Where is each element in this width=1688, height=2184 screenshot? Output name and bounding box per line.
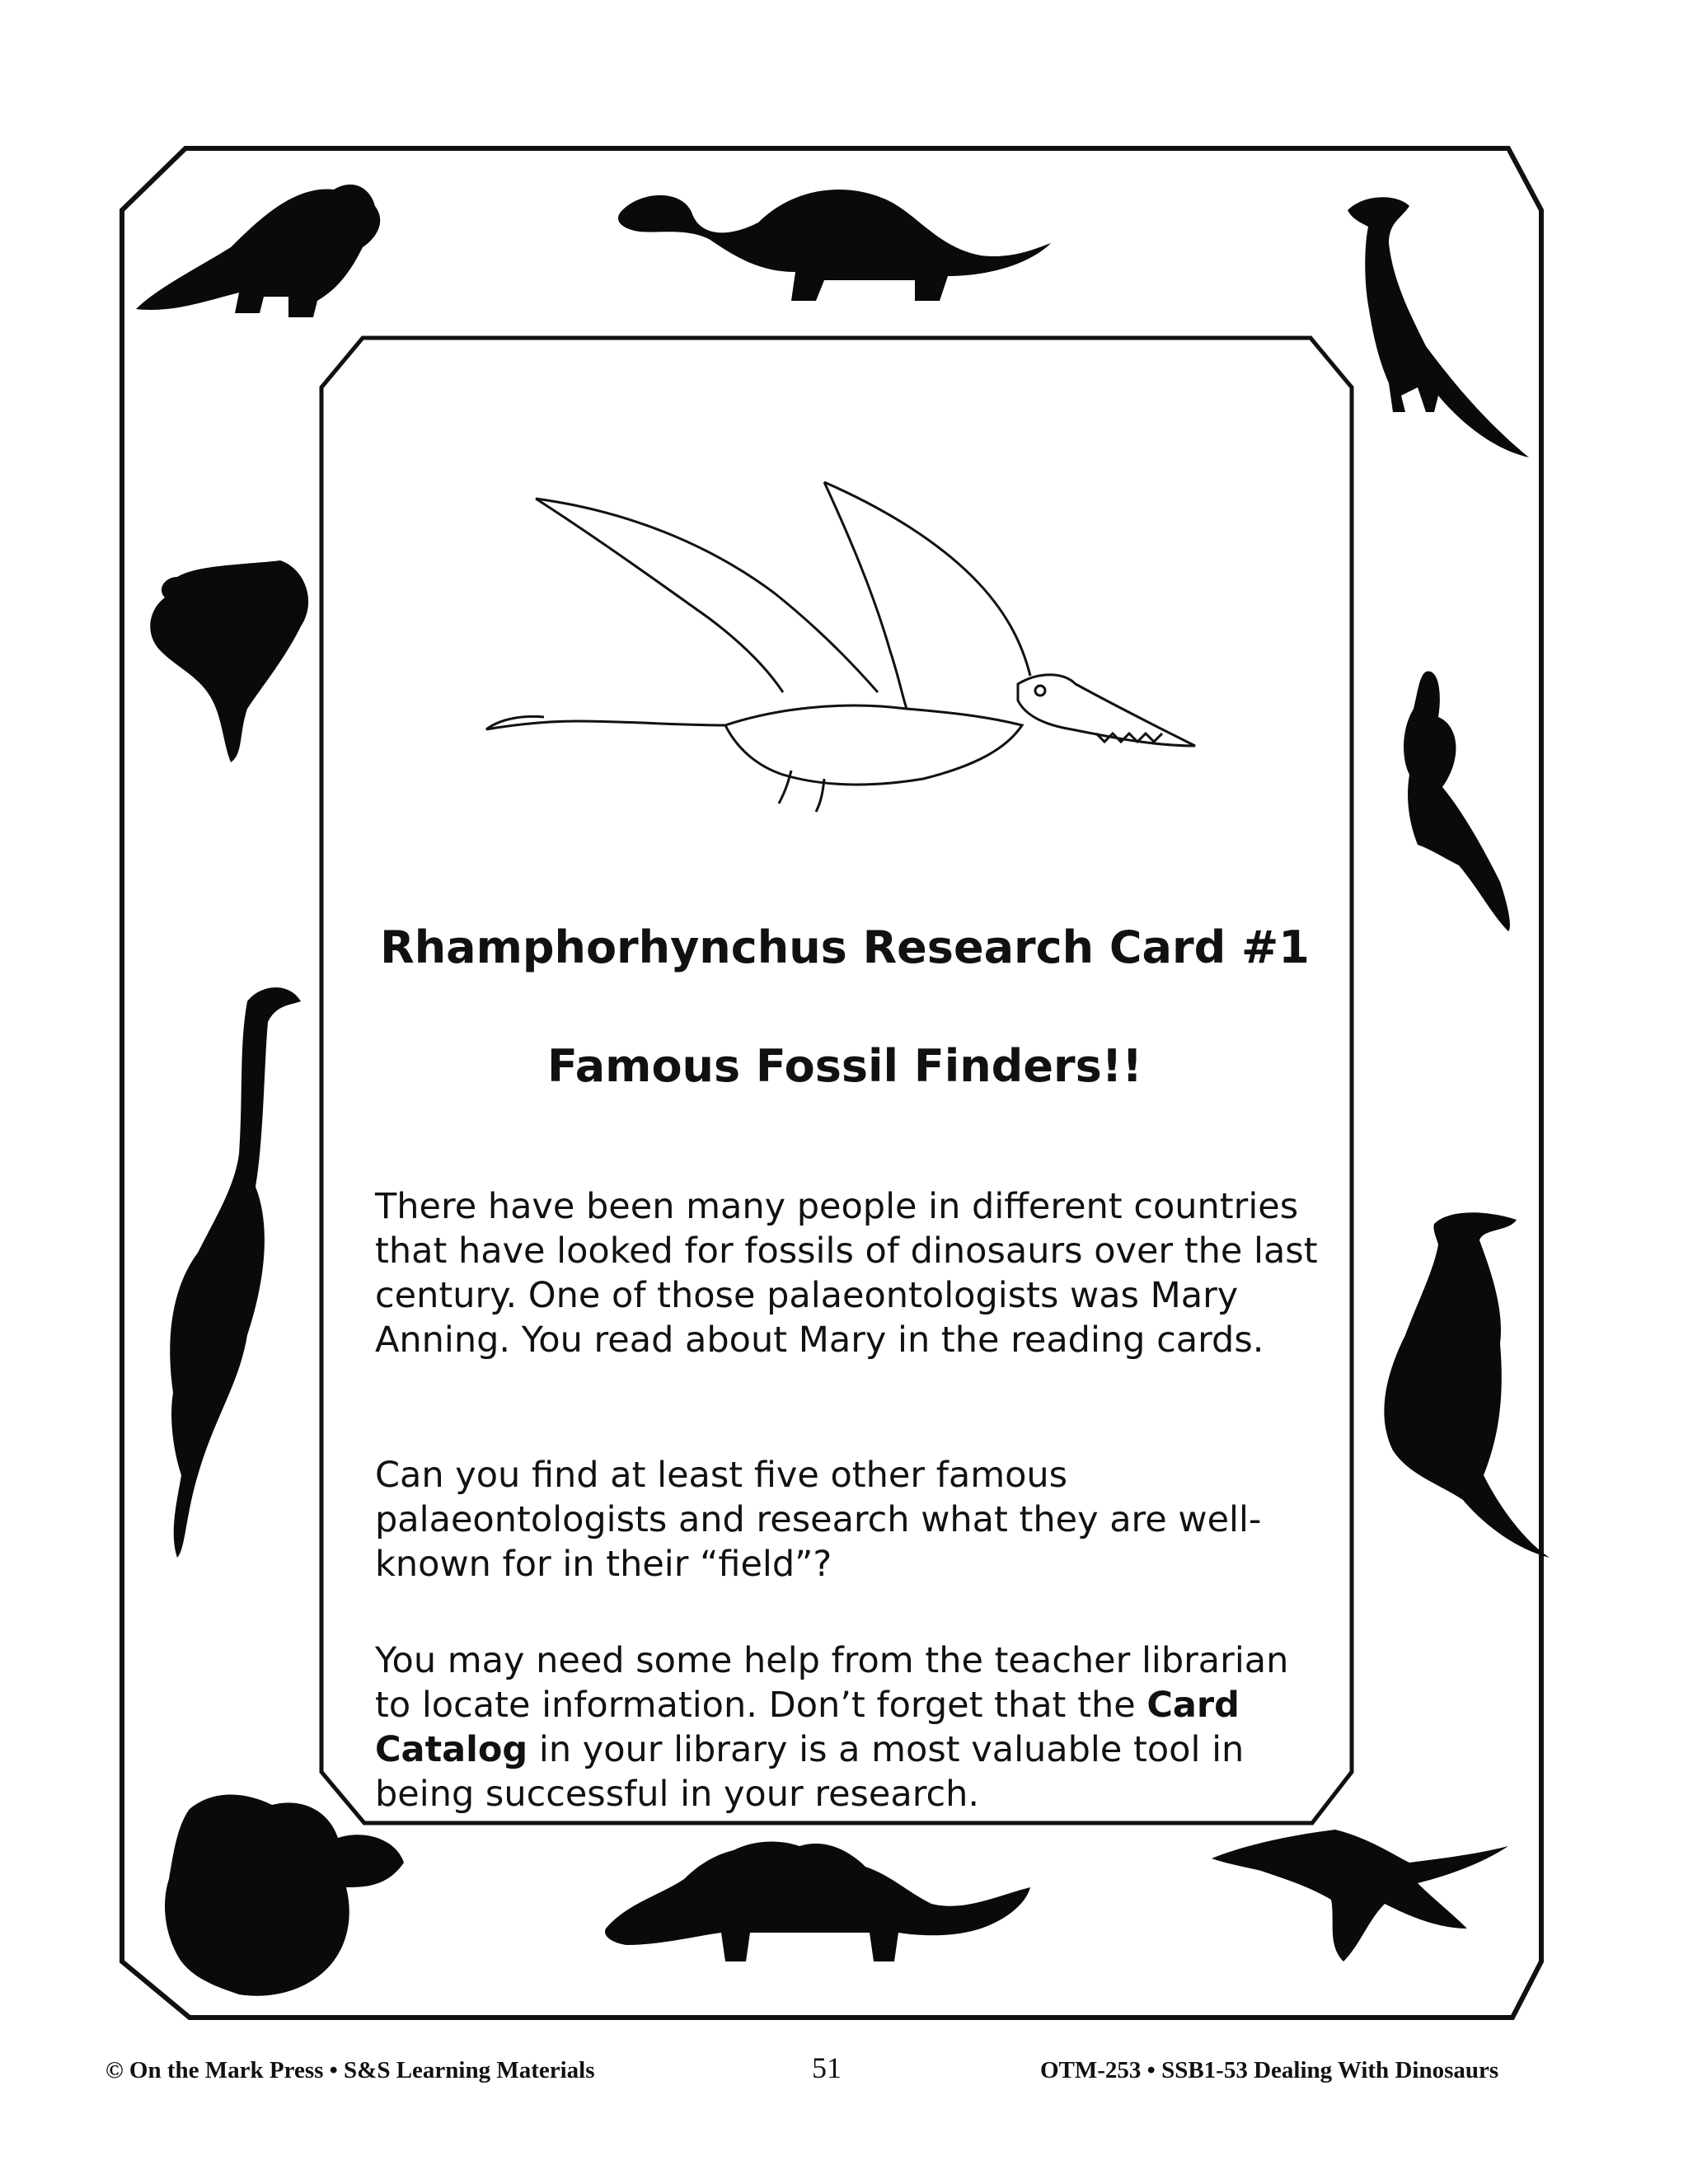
paragraph-help-end: in your library is a most valuable tool in being successful in your research. xyxy=(375,1729,1245,1815)
rhamphorhynchus-illustration xyxy=(486,482,1195,812)
triceratops-silhouette-icon xyxy=(136,185,380,317)
stegosaurus-silhouette-icon xyxy=(605,1842,1030,1961)
paragraph-help xyxy=(375,1638,1323,1816)
head-beak-icon xyxy=(1018,675,1195,746)
paragraph-task: Can you find at least five other famous palaeontologists and research what they are well-known for in their “field”? xyxy=(375,1455,1262,1585)
right-wing-icon xyxy=(824,482,1030,676)
page-number: 51 xyxy=(812,2051,842,2084)
card-subtitle: Famous Fossil Finders!! xyxy=(547,1040,1142,1092)
plesiosaur-silhouette-icon xyxy=(1404,671,1510,931)
paragraph-help-start: You may need some help from the teacher librarian to locate information. Don’t forget that the xyxy=(375,1640,1289,1726)
footer-copyright: © On the Mark Press • S&S Learning Materials xyxy=(106,2057,595,2083)
theropod-silhouette-icon xyxy=(1348,197,1529,457)
parasaurolophus-silhouette-icon xyxy=(1384,1212,1550,1558)
card-title: Rhamphorhynchus Research Card #1 xyxy=(380,921,1310,973)
long-neck-silhouette-icon xyxy=(170,987,301,1558)
ankylosaur-silhouette-icon xyxy=(150,560,308,762)
card-catalog-term: Card Catalog xyxy=(375,1685,1240,1770)
left-wing-icon xyxy=(536,499,878,692)
paragraph-intro: There have been many people in different countries that have looked for fossils of dinosaurs over the last century. One of those palaeontologists was Mary Anning. You read about Mary in the reading cards. xyxy=(375,1186,1318,1361)
body-icon xyxy=(725,705,1022,785)
pterosaur-silhouette-icon xyxy=(1212,1830,1508,1961)
sauropod-silhouette-icon xyxy=(618,190,1051,301)
footer-series: OTM-253 • SSB1-53 Dealing With Dinosaurs xyxy=(1040,2057,1499,2083)
tail-icon xyxy=(486,716,725,729)
